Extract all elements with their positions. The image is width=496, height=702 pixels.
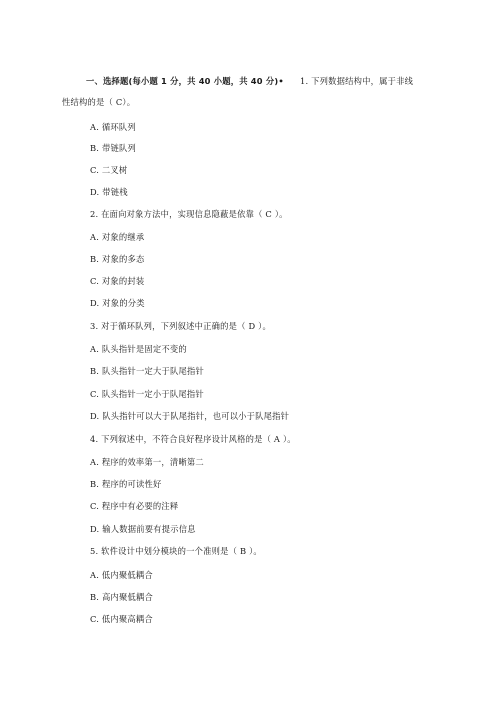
question-1-option-d: D. 带链栈 (90, 187, 128, 197)
question-5-stem: 5. 软件设计中划分模块的一个准则是（ B ）。 (90, 546, 262, 556)
question-3-option-c: C. 队头指针一定小于队尾指针 (90, 389, 204, 399)
question-3-stem: 3. 对于循环队列，下列叙述中正确的是（ D ）。 (90, 321, 271, 331)
question-5-option-b: B. 高内聚低耦合 (90, 592, 153, 602)
question-2-option-a: A. 对象的继承 (90, 232, 145, 242)
question-2-option-b: B. 对象的多态 (90, 254, 145, 264)
question-4-stem: 4. 下列叙述中，不符合良好程序设计风格的是（ A ）。 (90, 434, 296, 444)
question-5-option-a: A. 低内聚低耦合 (90, 570, 153, 580)
question-3-option-b: B. 队头指针一定大于队尾指针 (90, 366, 204, 376)
question-1-stem-part1: 1. 下列数据结构中，属于非线 (300, 76, 414, 86)
question-1-option-a: A. 循环队列 (90, 122, 136, 132)
question-2-option-d: D. 对象的分类 (90, 298, 145, 308)
question-3-option-a: A. 队头指针是固定不变的 (90, 344, 187, 354)
question-5-option-c: C. 低内聚高耦合 (90, 614, 153, 624)
question-3-option-d: D. 队头指针可以大于队尾指针，也可以小于队尾指针 (90, 411, 290, 421)
question-1-option-c: C. 二叉树 (90, 165, 128, 175)
question-4-option-c: C. 程序中有必要的注释 (90, 501, 179, 511)
question-2-stem: 2. 在面向对象方法中，实现信息隐蔽是依靠（ C ）。 (90, 209, 288, 219)
question-2-option-c: C. 对象的封装 (90, 276, 145, 286)
question-4-option-a: A. 程序的效率第一，清晰第二 (90, 457, 204, 467)
question-4-option-d: D. 输人数据前要有提示信息 (90, 524, 196, 534)
question-4-option-b: B. 程序的可读性好 (90, 479, 162, 489)
question-1-option-b: B. 带链队列 (90, 143, 136, 153)
question-1-stem-part2: 性结构的是（ C）。 (62, 97, 136, 107)
section-heading: 一、选择题(每小题 1 分，共 40 小题，共 40 分)• (86, 76, 284, 86)
